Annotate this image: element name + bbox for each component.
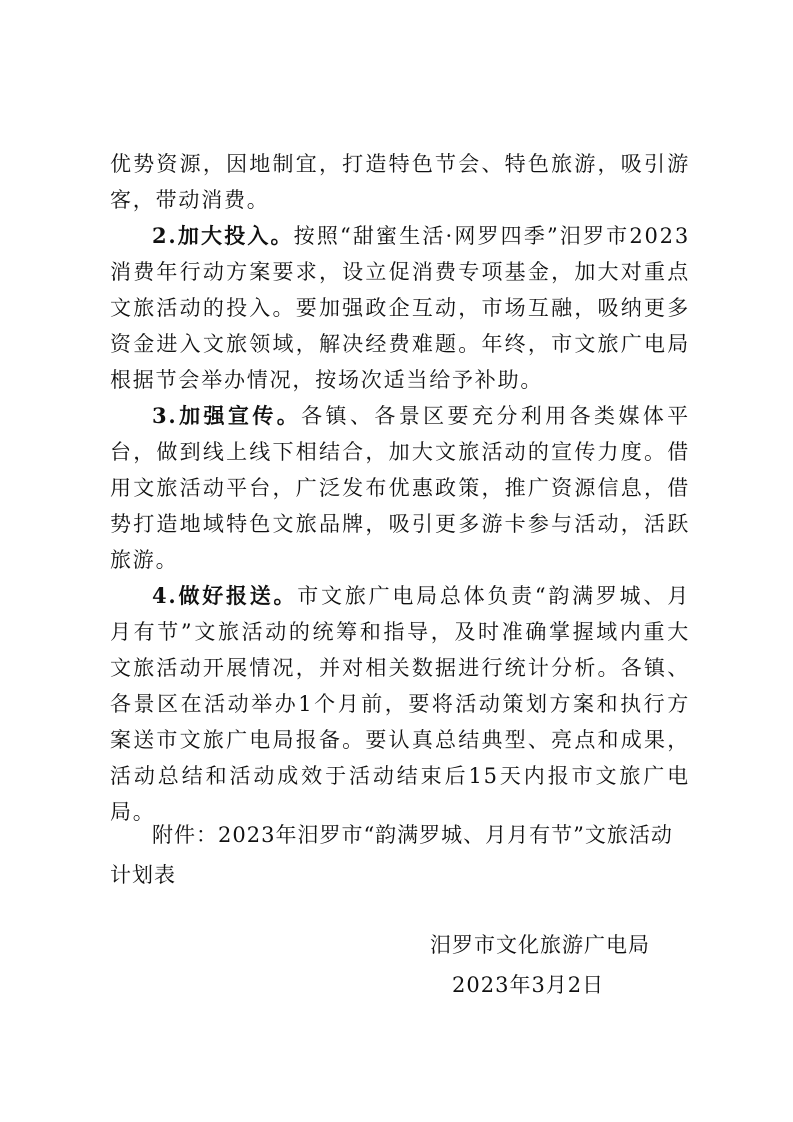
- section-body: 各镇、各景区要充分利用各类媒体平台，做到线上线下相结合，加大文旅活动的宣传力度。借用文旅活动平台，广泛发布优惠政策，推广资源信息，借势打造地域特色文旅品牌，吸引更多游卡参与活动，活跃旅游。: [110, 404, 690, 572]
- section-heading: 3.加强宣传。: [152, 403, 302, 428]
- section-heading: 2.加大投入。: [152, 223, 294, 248]
- issue-date: 2023年3月2日: [452, 973, 605, 997]
- issuing-organization: 汨罗市文化旅游广电局: [430, 933, 650, 957]
- continuation-paragraph: 优势资源，因地制宜，打造特色节会、特色旅游，吸引游客，带动消费。: [110, 152, 690, 212]
- attachment-text: 附件：2023年汨罗市“韵满罗城、月月有节”文旅活动计划表: [110, 823, 673, 887]
- document-body: [110, 146, 690, 830]
- section-body: 市文旅广电局总体负责“韵满罗城、月月有节”文旅活动的统筹和指导，及时准确掌握域内重大文旅活动开展情况，并对相关数据进行统计分析。各镇、各景区在活动举办1个月前，要将活动策划方案和执行方案送市文旅广电局报备。要认真总结典型、亮点和成果，活动总结和活动成效于活动结束后15天内报市文旅广电局。: [110, 584, 690, 824]
- section-invest: [110, 218, 690, 398]
- signature-block: [430, 925, 670, 1005]
- section-publicity: [110, 398, 690, 578]
- attachment-note: [110, 815, 690, 895]
- section-body: 按照“甜蜜生活·网罗四季”汨罗市2023消费年行动方案要求，设立促消费专项基金，加大对重点文旅活动的投入。要加强政企互动，市场互融，吸纳更多资金进入文旅领域，解决经费难题。年终，市文旅广电局根据节会举办情况，按场次适当给予补助。: [110, 224, 690, 392]
- section-reporting: [110, 578, 690, 830]
- section-heading: 4.做好报送。: [152, 583, 298, 608]
